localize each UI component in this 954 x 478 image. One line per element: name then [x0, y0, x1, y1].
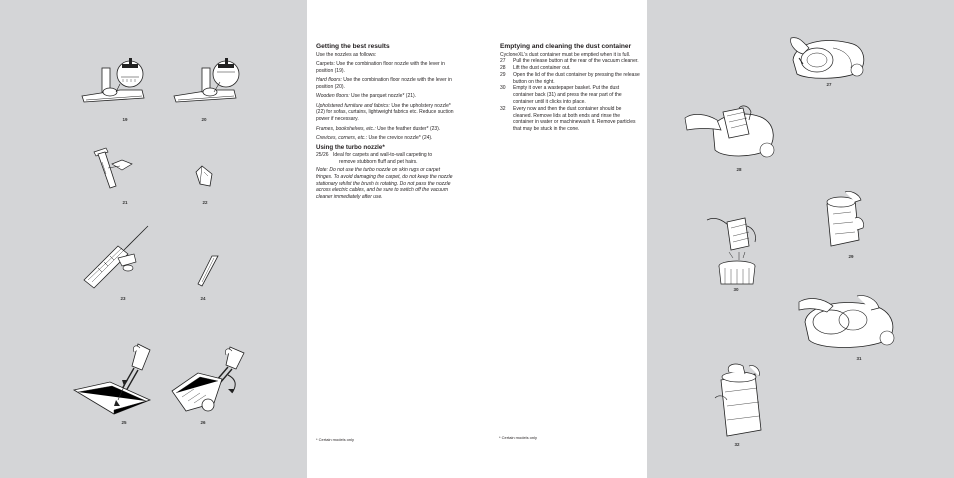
figure-29	[819, 190, 865, 259]
turbo-step-text	[333, 152, 456, 166]
turbo-line-2: remove stubborn fluff and pet hairs.	[339, 159, 418, 166]
figure-24	[196, 254, 220, 301]
step-text: Empty it over a wastepaper basket. Put the dust container back (31) and press the rear part of the container until it clicks into place.	[513, 85, 622, 106]
figure-19	[80, 52, 150, 122]
turbo-step-number: 25/26	[316, 152, 329, 159]
hard-floors-paragraph	[316, 77, 456, 91]
step-text: Pull the release button at the rear of the vacuum cleaner.	[513, 58, 639, 65]
step-number: 32	[500, 105, 506, 112]
turbo-line-1: Ideal for carpets and wall-to-wall carpeting to	[333, 152, 433, 159]
figure-28	[683, 104, 779, 172]
dust-container-column	[500, 43, 640, 133]
figure-27	[787, 32, 867, 87]
step-number: 27	[500, 58, 506, 65]
figure-number: 31	[856, 356, 862, 361]
wooden-floors-label: Wooden floors:	[316, 93, 350, 100]
step-text: Lift the dust container out.	[513, 65, 571, 72]
figure-number: 26	[200, 420, 206, 425]
right-figure-panel	[647, 0, 954, 478]
figure-number: 21	[122, 200, 128, 205]
figure-31	[797, 292, 899, 361]
dust-step	[500, 106, 640, 133]
step-number: 30	[500, 85, 506, 92]
dust-intro: CycloneXL's dust container must be emptied when it is full.	[500, 51, 631, 58]
figure-number: 30	[733, 287, 739, 292]
footnote-right: * Certain models only	[499, 435, 538, 440]
figure-26	[168, 345, 248, 425]
figure-22	[194, 164, 216, 205]
turbo-heading: Using the turbo nozzle*	[316, 144, 385, 152]
step-number: 29	[500, 71, 506, 78]
figure-25	[70, 340, 152, 425]
footnote-left: * Certain models only	[316, 437, 355, 442]
step-number: 28	[500, 65, 506, 72]
crevices-label: Crevices, corners, etc.:	[316, 135, 368, 142]
best-results-heading: Getting the best results	[316, 43, 390, 50]
step-text: Open the lid of the dust container by pressing the release button on the right.	[513, 71, 640, 85]
figure-number: 19	[122, 117, 128, 122]
dust-step	[500, 65, 640, 72]
left-figure-panel	[0, 0, 307, 478]
figure-number: 23	[120, 296, 126, 301]
carpets-paragraph	[316, 61, 456, 75]
figure-number: 32	[734, 442, 740, 447]
figure-number: 22	[202, 200, 208, 205]
frames-paragraph	[316, 126, 456, 133]
figure-number: 29	[848, 254, 854, 259]
crevices-text: Use the crevice nozzle* (24).	[367, 135, 433, 142]
best-results-column	[316, 43, 456, 204]
upholstered-text: Use the upholstery nozzle* (22) for sofas, curtains, lightweight fabrics etc. Reduce suction power if necessary.	[316, 102, 454, 123]
figure-20	[172, 52, 242, 122]
frames-label: Frames, bookshelves, etc.:	[316, 125, 376, 132]
carpets-label: Carpets:	[316, 60, 335, 67]
wooden-floors-text: Use the parquet nozzle* (21).	[349, 93, 417, 100]
step-text: Every now and then the dust container should be cleaned. Remove lids at both ends and rinse the container in water or machinewash it. Remove particles that may be stuck in the cone.	[513, 105, 636, 133]
upholstered-label: Upholstered furniture and fabrics:	[316, 102, 390, 109]
figure-number: 20	[201, 117, 207, 122]
turbo-step	[316, 152, 456, 166]
figure-30	[707, 212, 763, 292]
dust-heading: Emptying and cleaning the dust container	[500, 43, 632, 50]
wooden-floors-paragraph	[316, 93, 456, 100]
dust-step	[500, 72, 640, 86]
dust-step	[500, 58, 640, 65]
crevices-paragraph	[316, 135, 456, 142]
figure-21	[92, 144, 136, 205]
figure-number: 24	[200, 296, 206, 301]
dust-step	[500, 85, 640, 105]
frames-text: Use the feather duster* (23).	[375, 125, 441, 132]
hard-floors-label: Hard floors:	[316, 77, 342, 84]
best-results-intro: Use the nozzles as follows:	[316, 51, 377, 58]
figure-number: 27	[826, 82, 832, 87]
carpets-text: Use the combination floor nozzle with the lever in position (19).	[316, 60, 445, 74]
hard-floors-text: Use the combination floor nozzle with the lever in position (20).	[316, 77, 452, 90]
figure-number: 25	[121, 420, 127, 425]
turbo-note: Note: Do not use the turbo nozzle on skin rugs or carpet fringes. To avoid damaging the carpet, do not keep the nozzle stationary whilst the brush is rotating. Do not pass the nozzle across electric cables, and be sure to switch off the vacuum cleaner immediately after use.	[316, 167, 453, 201]
upholstered-paragraph	[316, 103, 456, 123]
figure-23	[78, 224, 153, 301]
figure-number: 28	[736, 167, 742, 172]
figure-32	[715, 362, 767, 447]
